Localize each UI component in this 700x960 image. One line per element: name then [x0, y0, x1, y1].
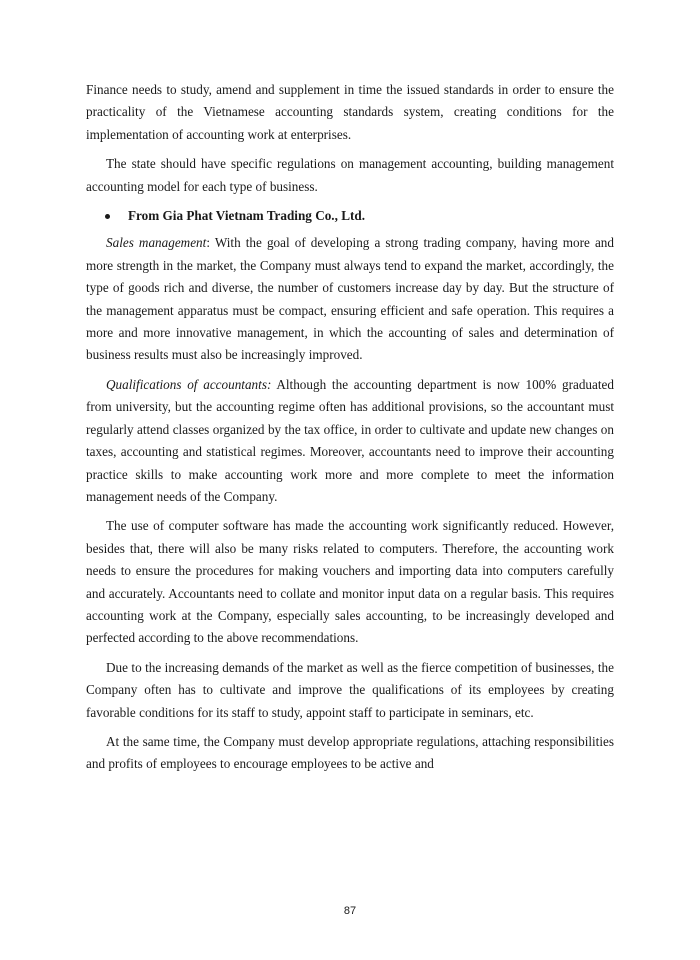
bullet-heading-gia-phat	[86, 205, 614, 227]
paragraph-regulations: At the same time, the Company must develop appropriate regulations, attaching responsibilities and profits of employees to encourage employees to be active and	[86, 733, 614, 772]
paragraph-qualifications	[86, 374, 614, 508]
paragraph-finance-standards: Finance needs to study, amend and supplement in time the issued standards in order to ensure the practicality of the Vietnamese accounting standards system, creating conditions for the implementation of accounting work at enterprises.	[86, 82, 614, 142]
bullet-heading-text: From Gia Phat Vietnam Trading Co., Ltd.	[128, 208, 366, 224]
page-body	[86, 79, 614, 783]
paragraph-sales-management	[86, 232, 614, 366]
sales-management-body: : With the goal of developing a strong trading company, having more and more strength in the market, the Company must always tend to expand the market, accordingly, the type of goods rich and diverse, the number of customers increase day by day. But the structure of the management apparatus must be compact, ensuring efficient and safe operation. This requires a more and more innovative management, in which the accounting of sales and determination of business results must also be increasingly improved.	[86, 235, 614, 363]
paragraph-market-demands: Due to the increasing demands of the market as well as the fierce competition of businesses, the Company often has to cultivate and improve the qualifications of its employees by creating favorable conditions for its staff to study, appoint staff to participate in seminars, etc.	[86, 659, 614, 720]
qualifications-lead: Qualifications of accountants:	[106, 376, 272, 392]
qualifications-body: Although the accounting department is now 100% graduated from university, but the accounting regime often has additional provisions, so the accountant must regularly attend classes organized by the tax office, in order to cultivate and update new changes on taxes, accounting and statistical regimes. Moreover, accountants need to improve their accounting practice skills to make accounting work more and more complete to meet the information management needs of the Company.	[86, 376, 614, 504]
sales-management-lead: Sales management	[106, 235, 207, 251]
page-number: 87	[343, 905, 357, 917]
paragraph-state-regulations: The state should have specific regulations on management accounting, building management accounting model for each type of business.	[86, 156, 614, 194]
bullet-dot-icon	[105, 214, 110, 219]
paragraph-computer-software: The use of computer software has made the accounting work significantly reduced. However, besides that, there will also be many risks related to computers. Therefore, the accounting work needs to ensure the procedures for making vouchers and importing data into computers carefully and accurately. Accountants need to collate and monitor input data on a regular basis. This requires accounting work at the Company, especially sales accounting, to be increasingly developed and perfected according to the above recommendations.	[86, 518, 614, 646]
